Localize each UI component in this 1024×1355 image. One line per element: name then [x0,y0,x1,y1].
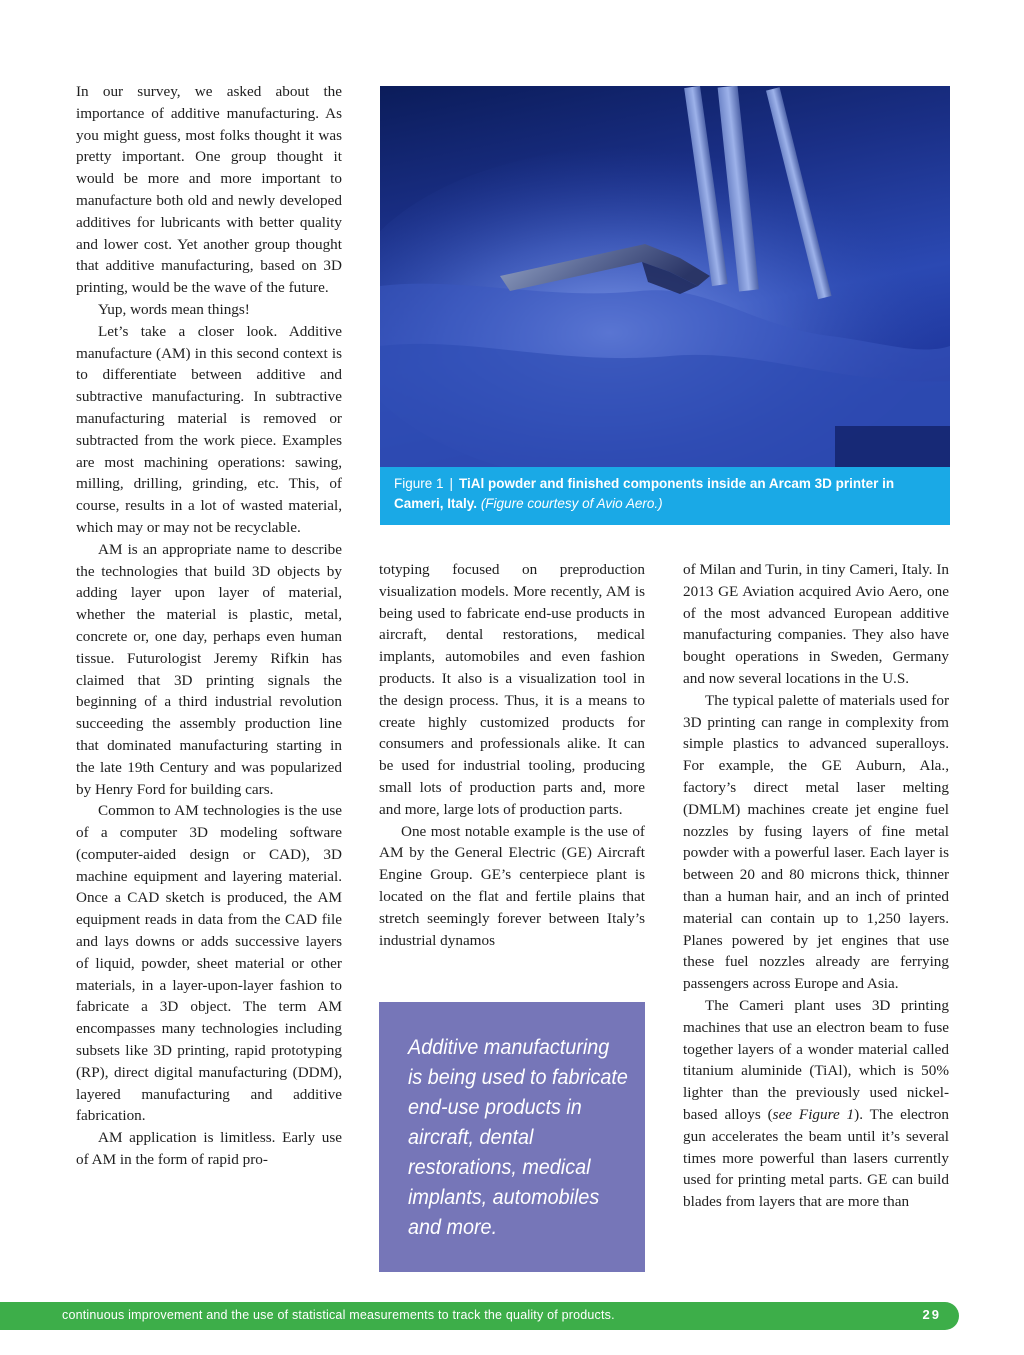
figure-1 [380,86,950,525]
paragraph-text: The Cameri plant uses 3D printing machines that use an electron beam to fuse together layers of a wonder material called titanium aluminide (TiAl), which is 50% lighter than the previously used nickel-based alloys ( [683,996,949,1123]
paragraph: Let’s take a closer look. Additive manufacture (AM) in this second context is to differentiate between additive and subtractive manufacturing. In subtractive manufacturing material is removed or subtracted from the work piece. Examples are most machining operations: sawing, milling, drilling, grinding, etc. This, of course, results in a lot of wasted material, which may or may not be recyclable. [76,322,342,536]
figure-reference: see Figure 1 [772,1105,855,1123]
pull-quote [379,1002,645,1272]
paragraph: In our survey, we asked about the importance of additive manufacturing. As you might guess, most folks thought it was pretty important. One group thought it would be more and more important to manufacture both old and newly developed additives for lubricants with better quality and lower cost. Yet another group thought that additive manufacturing, based on 3D printing, would be the wave of the future. [76,83,342,297]
paragraph: AM is an appropriate name to describe the technologies that build 3D objects by adding layer upon layer of material, whether the material is plastic, metal, concrete or, one day, perhaps even human tissue. Futurologist Jeremy Rifkin has claimed that 3D printing signals the beginning of a third industrial revolution succeeding the assembly production line that dominated manufacturing starting in the late 19th Century and was popularized by Henry Ford for building cars. [76,540,342,798]
page-number: 29 [922,1307,941,1322]
footer-bar [0,1302,959,1330]
paragraph: One most notable example is the use of AM by the General Electric (GE) Aircraft Engine Group. GE’s centerpiece plant is located on the flat and fertile plains that stretch seemingly forever between Italy’s industrial dynamos [379,822,645,949]
paragraph [683,995,949,1213]
paragraph: Common to AM technologies is the use of a computer 3D modeling software (computer-aided design or CAD), 3D machine equipment and layering material. Once a CAD sketch is produced, the AM equipment reads in data from the CAD file and lays downs or adds successive layers of liquid, powder, sheet material or other materials, in a layer-upon-layer fashion to fabricate a 3D object. The term AM encompasses many technologies including subsets like 3D printing, rapid prototyping (RP), direct digital manufacturing (DDM), layered manufacturing and additive fabrication. [76,802,342,1125]
caption-credit: (Figure courtesy of Avio Aero.) [480,496,663,511]
printer-powder-photo [380,86,950,467]
paragraph-text: ). The electron gun accelerates the beam until it’s several times more powerful than lasers currently used for printing metal parts. GE can build blades from layers that are more than [683,1105,949,1211]
caption-separator: | [449,476,454,491]
paragraph: of Milan and Turin, in tiny Cameri, Italy. In 2013 GE Aviation acquired Avio Aero, one of the most advanced European additive manufacturing companies. They also have bought operations in Sweden, Germany and now several locations in the U.S. [683,561,949,687]
caption-text: TiAl powder and finished components inside an Arcam 3D printer in Cameri, Italy. [394,476,895,511]
figure-label: Figure 1 [394,476,444,491]
figure-caption [380,467,950,525]
body-column-2 [379,559,645,951]
paragraph: The typical palette of materials used for 3D printing can range in complexity from simple plastics to advanced superalloys. For example, the GE Auburn, Ala., factory’s direct metal laser melting (DMLM) machines create jet engine fuel nozzles by fusing layers of fine metal powder with a powerful laser. Each layer is between 20 and 80 microns thick, thinner than a human hair, and an inch of printed material can contain up to 1,250 layers. Planes powered by jet engines that use these fuel nozzles already are ferrying passengers across Europe and Asia. [683,691,949,993]
body-column-3 [683,559,949,1213]
paragraph: totyping focused on preproduction visualization models. More recently, AM is being used to fabricate end-use products in aircraft, dental restorations, medical implants, automobiles and even fashion products. It also is a visualization tool in the design process. Thus, it is a means to create highly customized products for consumers and professionals alike. It can be used for industrial tooling, producing small lots of production parts and, more and more, large lots of production parts. [379,561,645,818]
body-column-1 [76,81,342,1171]
paragraph: Yup, words mean things! [98,300,250,318]
paragraph: AM application is limitless. Early use of AM in the form of rapid pro- [76,1129,342,1169]
pull-quote-text: Additive manufacturing is being used to fabricate end-use products in aircraft, dental restorations, medical implants, automobiles and more. [408,1035,628,1239]
footer-text: continuous improvement and the use of statistical measurements to track the quality of products. [62,1308,615,1322]
